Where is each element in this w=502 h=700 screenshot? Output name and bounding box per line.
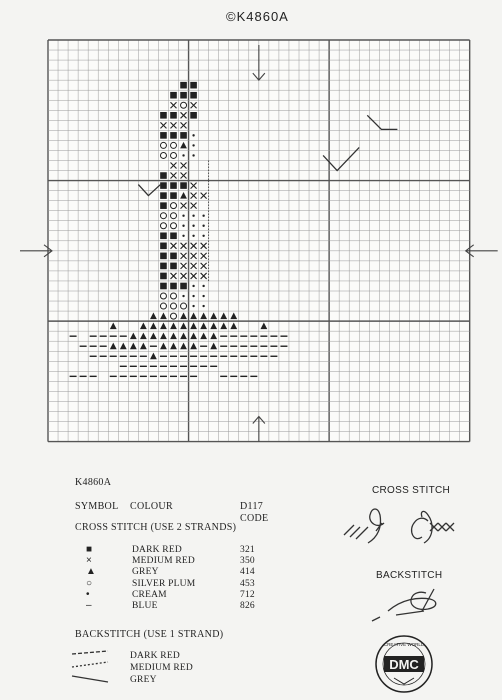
key-colour-name: MEDIUM RED: [132, 556, 195, 567]
stitch-square: [160, 202, 167, 209]
stitch-dot: [192, 235, 194, 237]
stitch-square: [160, 263, 167, 270]
key-pattern-code: K4860A: [75, 477, 112, 488]
stitch-square: [170, 92, 177, 99]
backstitch-diagram-icon: [368, 585, 468, 625]
stitch-square: [170, 253, 177, 260]
backstitch-heading: BACKSTITCH (USE 1 STRAND): [75, 629, 224, 640]
key-colour-name: SILVER PLUM: [132, 578, 196, 589]
stitch-square: [170, 192, 177, 199]
stitch-dot: [182, 154, 184, 156]
cross-stitch-diagram-icon: [338, 503, 468, 553]
stitch-square: [170, 283, 177, 290]
key-colour-code: 453: [240, 578, 255, 589]
dmc-logo-text: DMC: [389, 657, 419, 672]
stitch-dot: [192, 134, 194, 136]
stitch-square: [160, 243, 167, 250]
stitch-dot: [202, 295, 204, 297]
key-colour-header: COLOUR: [130, 501, 173, 512]
key-code-header-2: CODE: [240, 513, 269, 524]
stitch-square: [190, 92, 197, 99]
stitch-dot: [192, 154, 194, 156]
key-colour-code: 350: [240, 556, 255, 567]
key-symbol-header: SYMBOL: [75, 501, 119, 512]
stitch-dot: [182, 295, 184, 297]
stitch-dot: [202, 285, 204, 287]
stitch-dot: [192, 295, 194, 297]
stitch-dot: [192, 215, 194, 217]
stitch-square: [160, 172, 167, 179]
stitch-square: [160, 192, 167, 199]
stitch-square: [170, 232, 177, 239]
dmc-logo-ring-text: CREATIVE WORLD: [383, 642, 425, 647]
stitch-dot: [202, 215, 204, 217]
backstitch-line-samples: [70, 648, 130, 690]
chart-grid: [48, 40, 470, 442]
stitch-square: [160, 253, 167, 260]
stitch-square: [180, 82, 187, 89]
pattern-code-top: ©K4860A: [226, 9, 289, 24]
dmc-logo: [372, 632, 436, 696]
stitch-square: [180, 92, 187, 99]
key-colour-name: DARK RED: [132, 545, 182, 555]
key-symbol-triangle: ▲: [86, 566, 96, 578]
stitch-dot: [192, 225, 194, 227]
stitch-square: [180, 283, 187, 290]
stitch-square: [160, 112, 167, 119]
stitch-square: [160, 182, 167, 189]
backstitch-line-dark-red: [72, 651, 108, 654]
key-symbol-circle: ○: [86, 577, 93, 589]
stitch-dot: [202, 235, 204, 237]
stitch-square: [180, 132, 187, 139]
key-symbol-dash: –: [86, 600, 92, 611]
centre-arrow-left: [20, 245, 52, 257]
stitch-dot: [182, 235, 184, 237]
key-colour-code: 321: [240, 545, 255, 555]
stitch-square: [160, 273, 167, 280]
stitch-dot: [192, 305, 194, 307]
key-colour-name: BLUE: [132, 601, 158, 611]
key-code-header: D117: [240, 501, 264, 512]
key-colour-code: 414: [240, 567, 255, 578]
stitch-square: [190, 82, 197, 89]
stitch-square: [160, 132, 167, 139]
cross-stitch-diagram-title: CROSS STITCH: [372, 485, 451, 496]
stitch-square: [170, 263, 177, 270]
backstitch-colour-dark-red: DARK RED: [130, 651, 180, 661]
key-symbol-dot: •: [86, 588, 90, 600]
stitch-dot: [182, 215, 184, 217]
stitch-dot: [192, 144, 194, 146]
stitch-square: [170, 132, 177, 139]
stitch-square: [160, 232, 167, 239]
stitch-square: [180, 182, 187, 189]
key-colour-code: 712: [240, 589, 255, 600]
stitch-dot: [182, 225, 184, 227]
backstitch-colour-grey: GREY: [130, 675, 157, 685]
stitch-square: [170, 182, 177, 189]
backstitch-colour-medium-red: MEDIUM RED: [130, 663, 193, 673]
backstitch-diagram-title: BACKSTITCH: [376, 570, 443, 581]
key-colour-code: 826: [240, 601, 255, 611]
centre-arrow-right: [466, 245, 498, 257]
key-symbol-square: ■: [86, 544, 93, 555]
key-colour-name: CREAM: [132, 589, 167, 600]
stitch-square: [190, 112, 197, 119]
stitch-square: [160, 283, 167, 290]
cross-stitch-heading: CROSS STITCH (USE 2 STRANDS): [75, 522, 237, 533]
backstitch-line-medium-red: [72, 662, 108, 667]
stitch-dot: [202, 305, 204, 307]
backstitch-line-grey: [72, 676, 108, 682]
stitch-dot: [202, 225, 204, 227]
stitch-dot: [192, 285, 194, 287]
stitch-square: [170, 112, 177, 119]
key-symbol-cross: ×: [86, 555, 92, 567]
key-colour-name: GREY: [132, 567, 159, 578]
